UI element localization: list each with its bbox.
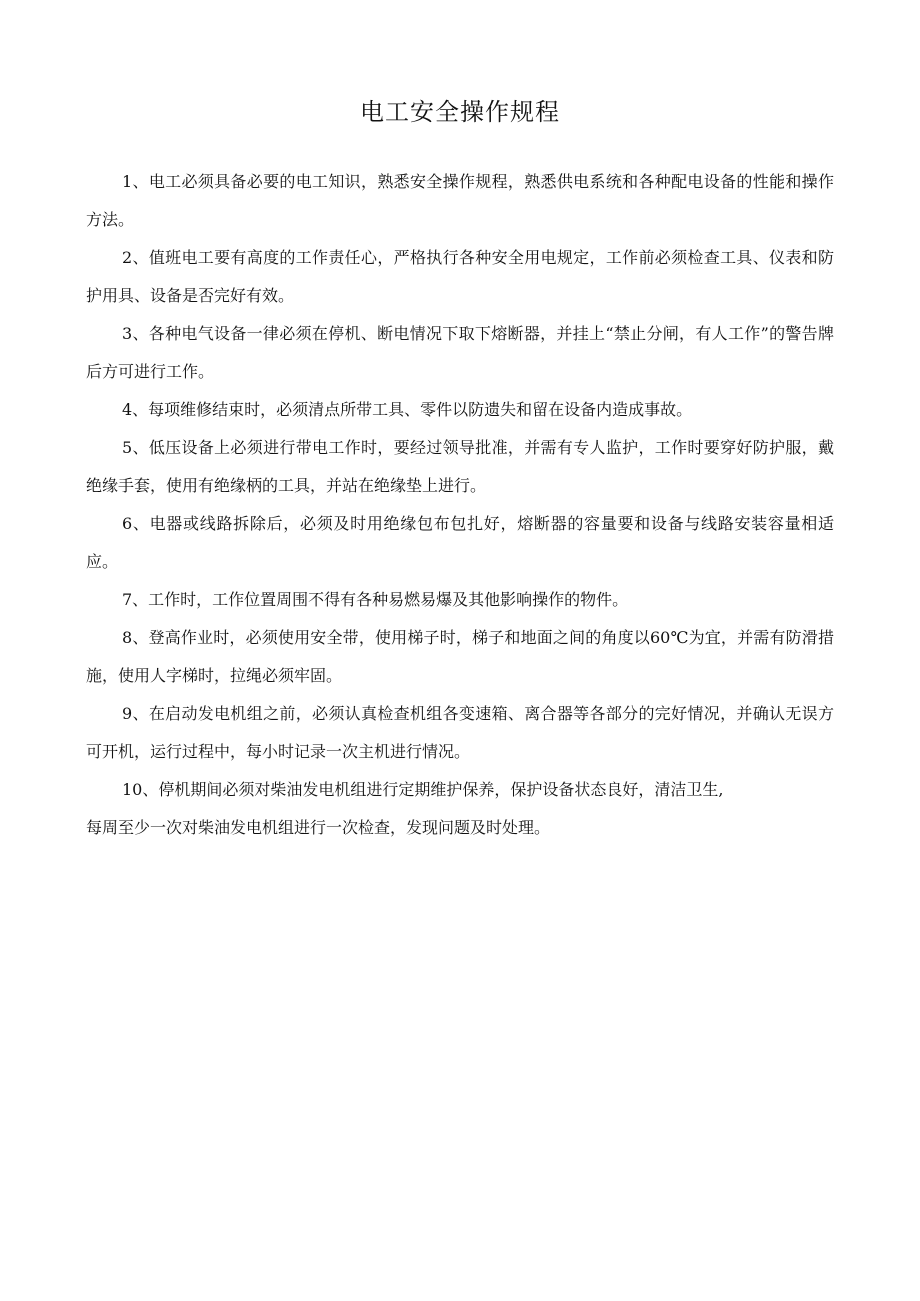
rules-list <box>86 163 834 847</box>
rule-9: 9、在启动发电机组之前，必须认真检查机组各变速箱、离合器等各部分的完好情况，并确认无误方可开机，运行过程中，每小时记录一次主机进行情况。 <box>86 704 834 761</box>
rule-1: 1、电工必须具备必要的电工知识，熟悉安全操作规程，熟悉供电系统和各种配电设备的性能和操作方法。 <box>86 172 834 229</box>
rule-10-line-1: 10、停机期间必须对柴油发电机组进行定期维护保养，保护设备状态良好，清洁卫生, <box>122 780 724 799</box>
rule-7: 7、工作时，工作位置周围不得有各种易燃易爆及其他影响操作的物件。 <box>122 590 629 609</box>
document-title: 电工安全操作规程 <box>360 98 560 126</box>
rule-4: 4、每项维修结束时，必须清点所带工具、零件以防遗失和留在设备内造成事故。 <box>122 400 693 419</box>
rule-10-line-2: 每周至少一次对柴油发电机组进行一次检查，发现问题及时处理。 <box>86 818 551 837</box>
rule-6: 6、电器或线路拆除后，必须及时用绝缘包布包扎好，熔断器的容量要和设备与线路安装容量相适应。 <box>86 514 834 571</box>
rule-3: 3、各种电气设备一律必须在停机、断电情况下取下熔断器，并挂上“禁止分闸，有人工作”的警告牌后方可进行工作。 <box>86 324 834 381</box>
rule-2: 2、值班电工要有高度的工作责任心，严格执行各种安全用电规定，工作前必须检查工具、仪表和防护用具、设备是否完好有效。 <box>86 248 834 305</box>
rule-5: 5、低压设备上必须进行带电工作时，要经过领导批准，并需有专人监护，工作时要穿好防护服，戴绝缘手套，使用有绝缘柄的工具，并站在绝缘垫上进行。 <box>86 438 834 495</box>
rule-8: 8、登高作业时，必须使用安全带，使用梯子时，梯子和地面之间的角度以60℃为宜，并需有防滑措施，使用人字梯时，拉绳必须牢固。 <box>86 628 834 685</box>
